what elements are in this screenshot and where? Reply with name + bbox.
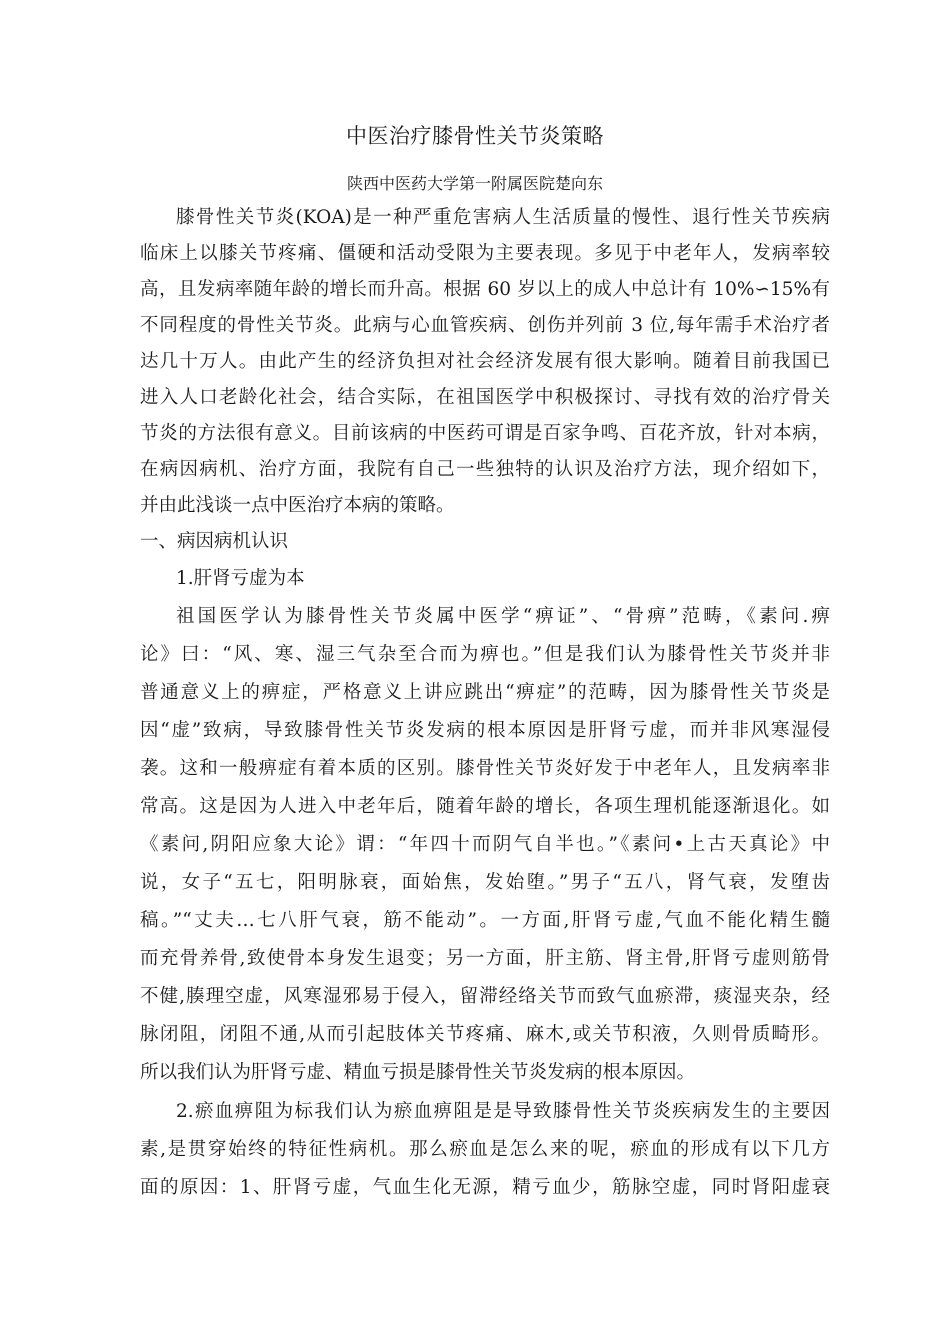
paragraph-line: 而充骨养骨,致使骨本身发生退变；另一方面，肝主筋、肾主骨,肝肾亏虚则筋骨 [140, 948, 830, 969]
paragraph-line: 2.瘀血痹阻为标我们认为瘀血痹阻是是导致膝骨性关节炎疾病发生的主要因 [176, 1101, 830, 1122]
paragraph-line: 普通意义上的痹症，严格意义上讲应跳出“痹症”的范畴，因为膝骨性关节炎是 [140, 682, 830, 703]
paragraph-line: 不健,腠理空虚，风寒湿邪易于侵入，留滞经络关节而致气血瘀滞，痰湿夹杂，经 [140, 986, 830, 1007]
paragraph-line: 《素问,阴阳应象大论》谓：“年四十而阴气自半也。”《素问•上古天真论》中 [140, 834, 830, 855]
subsection-heading: 1.肝肾亏虚为本 [176, 568, 305, 589]
paragraph-line: 在病因病机、治疗方面，我院有自己一些独特的认识及治疗方法，现介绍如下， [140, 459, 830, 480]
paragraph-line: 论》曰：“风、寒、湿三气杂至合而为痹也。”但是我们认为膝骨性关节炎并非 [140, 644, 830, 665]
paragraph-line: 临床上以膝关节疼痛、僵硬和活动受限为主要表现。多见于中老年人，发病率较 [140, 243, 830, 264]
paragraph-line: 常高。这是因为人进入中老年后，随着年龄的增长，各项生理机能逐渐退化。如 [140, 796, 830, 817]
paragraph-line: 进入人口老龄化社会，结合实际，在祖国医学中积极探讨、寻找有效的治疗骨关 [140, 387, 830, 408]
paragraph-line: 所以我们认为肝肾亏虚、精血亏损是膝骨性关节炎发病的根本原因。 [140, 1062, 696, 1083]
paragraph-line: 素,是贯穿始终的特征性病机。那么瘀血是怎么来的呢，瘀血的形成有以下几方 [140, 1139, 830, 1160]
paragraph-line: 膝骨性关节炎(KOA)是一种严重危害病人生活质量的慢性、退行性关节疾病 [176, 207, 830, 228]
paragraph-line: 说，女子“五七，阳明脉衰，面始焦，发始堕。”男子“五八，肾气衰，发堕齿 [140, 872, 830, 893]
paragraph-line: 脉闭阻，闭阻不通,从而引起肢体关节疼痛、麻木,或关节积液，久则骨质畸形。 [140, 1024, 830, 1045]
document-title: 中医治疗膝骨性关节炎策略 [346, 124, 604, 148]
paragraph-line: 高，且发病率随年龄的增长而升高。根据 60 岁以上的成人中总计有 10%∽15%有 [140, 279, 830, 300]
paragraph-line: 祖国医学认为膝骨性关节炎属中医学“痹证”、“骨痹”范畴，《素问.痹 [176, 606, 830, 627]
paragraph-line: 并由此浅谈一点中医治疗本病的策略。 [140, 495, 455, 516]
paragraph-line: 因“虚”致病，导致膝骨性关节炎发病的根本原因是肝肾亏虚，而并非风寒湿侵 [140, 720, 830, 741]
author-line: 陕西中医药大学第一附属医院楚向东 [346, 174, 603, 193]
paragraph-line: 达几十万人。由此产生的经济负担对社会经济发展有很大影响。随着目前我国已 [140, 351, 830, 372]
paragraph-line: 面的原因：1、肝肾亏虚，气血生化无源，精亏血少，筋脉空虚，同时肾阳虚衰 [140, 1177, 830, 1198]
paragraph-line: 袭。这和一般痹症有着本质的区别。膝骨性关节炎好发于中老年人，且发病率非 [140, 758, 830, 779]
paragraph-line: 节炎的方法很有意义。目前该病的中医药可谓是百家争鸣、百花齐放，针对本病， [140, 423, 830, 444]
section-heading: 一、病因病机认识 [140, 531, 289, 552]
paragraph-line: 不同程度的骨性关节炎。此病与心血管疾病、创伤并列前 3 位,每年需手术治疗者 [140, 315, 830, 336]
paragraph-line: 稿。”“丈夫…七八肝气衰，筋不能动”。一方面,肝肾亏虚,气血不能化精生髓 [140, 910, 830, 931]
